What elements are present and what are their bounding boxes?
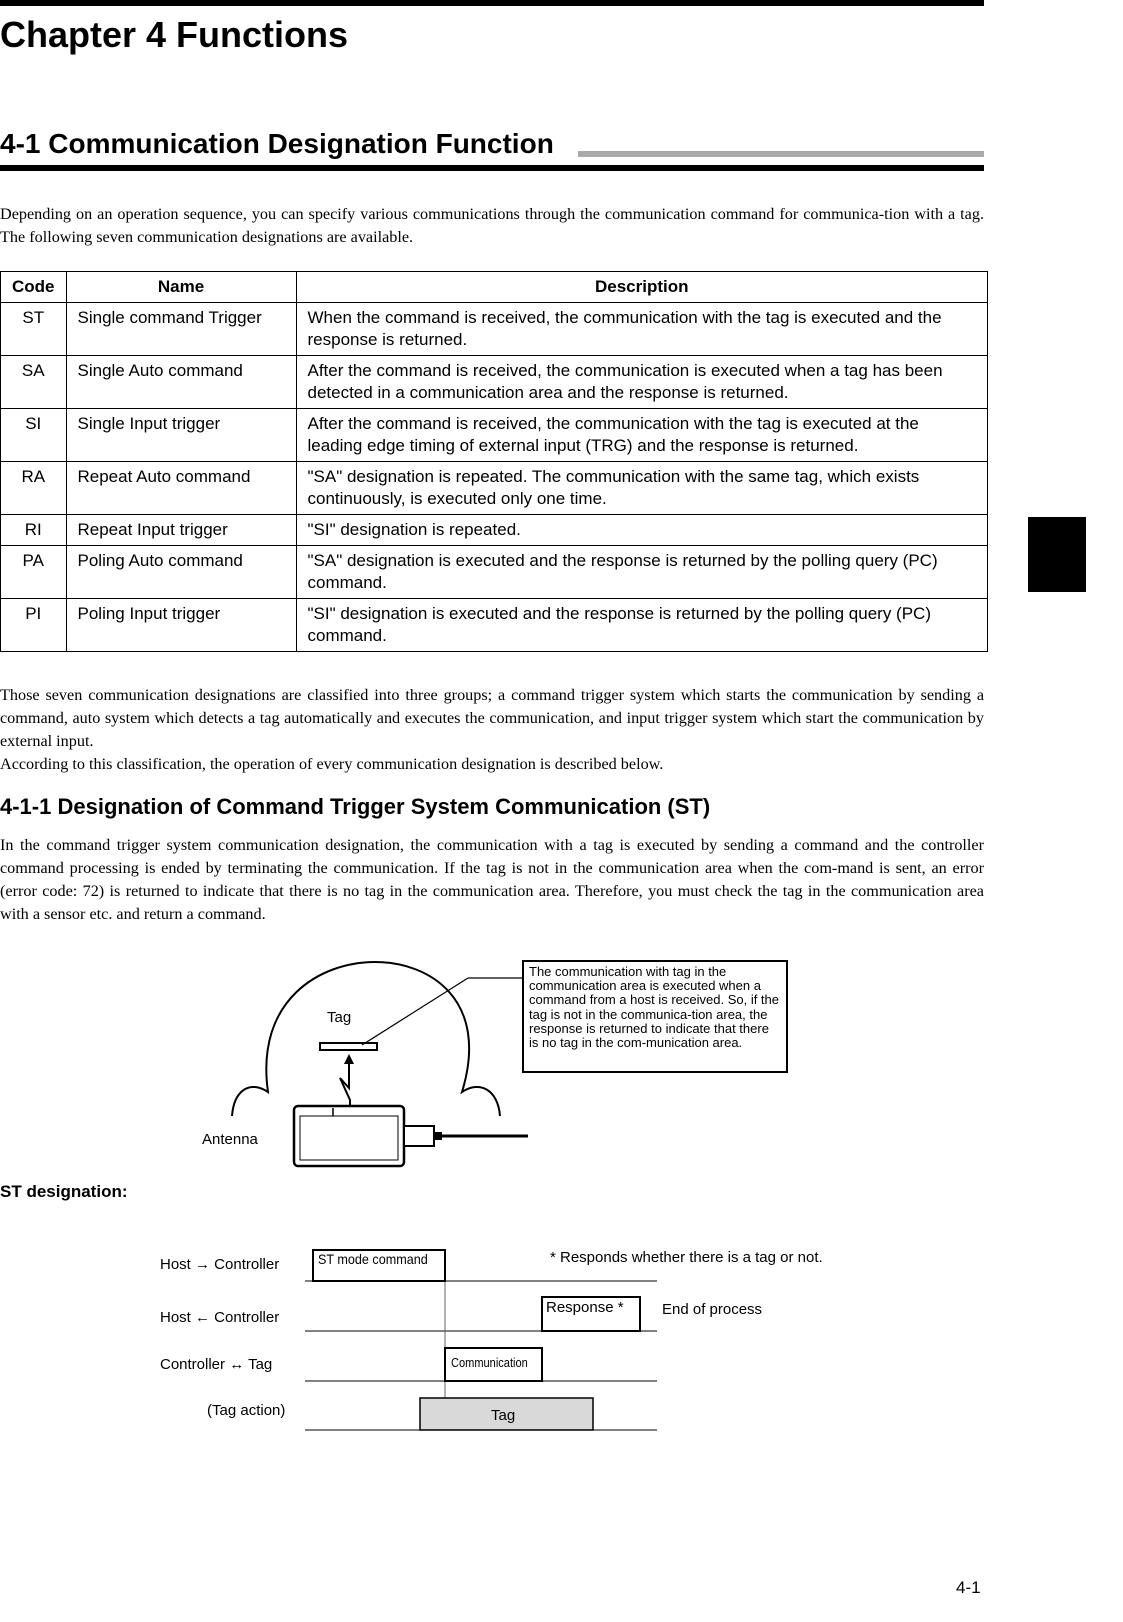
subsection-title: 4-1-1 Designation of Command Trigger System Communication (ST)	[0, 794, 711, 819]
cell-description: "SA" designation is executed and the response is returned by the polling query (PC) command.	[296, 546, 988, 599]
section-title: 4-1 Communication Designation Function	[0, 128, 554, 159]
cell-description: After the command is received, the communication is executed when a tag has been detected in a communication area and the response is returned.	[296, 356, 988, 409]
classification-text-2: According to this classification, the operation of every communication designation is described below.	[0, 755, 664, 773]
cell-description: After the command is received, the communication with the tag is executed at the leading edge timing of external input (TRG) and the response is returned.	[296, 409, 988, 462]
table-row	[1, 356, 988, 409]
communication-area-outline	[232, 962, 500, 1116]
cell-name: Single Input trigger	[66, 409, 296, 462]
table-row	[1, 303, 988, 356]
row-label-controller-tag: Controller ↔ Tag	[160, 1356, 273, 1373]
response-label: Response *	[546, 1299, 624, 1316]
tag-action-label: Tag	[491, 1407, 516, 1424]
table-row	[1, 546, 988, 599]
page-number: 4-1	[956, 1578, 981, 1597]
cell-code: RA	[1, 462, 67, 515]
callout-leader	[362, 978, 468, 1045]
header-description: Description	[296, 272, 988, 303]
table-row	[1, 599, 988, 652]
cell-description: "SI" designation is repeated.	[296, 515, 988, 546]
designation-table	[0, 271, 988, 652]
chapter-tab-marker	[1028, 517, 1086, 592]
cell-name: Repeat Input trigger	[66, 515, 296, 546]
section-title-bar	[578, 151, 984, 157]
cell-code: RI	[1, 515, 67, 546]
callout-box: The communication with tag in the communication area is executed when a command from a host is received. So, if the tag is not in the communica-tion area, the response is returned to indicate that there is no tag in the com-munication area.	[522, 960, 788, 1073]
table-row	[1, 409, 988, 462]
row-label-host-to-controller: Host → Controller	[160, 1256, 280, 1273]
cell-code: PA	[1, 546, 67, 599]
st-designation-heading: ST designation:	[0, 1182, 128, 1201]
cell-description: "SI" designation is executed and the response is returned by the polling query (PC) command.	[296, 599, 988, 652]
section-rule	[0, 165, 984, 171]
classification-paragraph	[0, 684, 984, 776]
st-timing-chart	[0, 1240, 700, 1440]
st-mode-command-label: ST mode command	[318, 1251, 428, 1267]
cell-name: Single command Trigger	[66, 303, 296, 356]
chapter-title: Chapter 4 Functions	[0, 14, 349, 55]
cell-name: Poling Auto command	[66, 546, 296, 599]
classification-text: Those seven communication designations are classified into three groups; a command trigger system which starts the communication by sending a command, auto system which detects a tag automatically and executes the communication, and input trigger system which start the communication by external input.	[0, 686, 984, 750]
tag-label: Tag	[327, 1009, 352, 1026]
header-name: Name	[66, 272, 296, 303]
table-row	[1, 462, 988, 515]
end-of-process-label: End of process	[662, 1301, 763, 1318]
cell-description: "SA" designation is repeated. The communication with the same tag, which exists continuously, is executed only one time.	[296, 462, 988, 515]
top-rule	[0, 0, 984, 6]
cell-code: ST	[1, 303, 67, 356]
intro-paragraph: Depending on an operation sequence, you can specify various communications through the communication command for communica-tion with a tag. The following seven communication designations are available.	[0, 205, 984, 246]
communication-label: Communication	[451, 1355, 528, 1370]
table-row	[1, 515, 988, 546]
row-label-tag-action: (Tag action)	[207, 1402, 286, 1419]
header-code: Code	[1, 272, 67, 303]
cell-name: Repeat Auto command	[66, 462, 296, 515]
cell-description: When the command is received, the communication with the tag is executed and the response is returned.	[296, 303, 988, 356]
antenna-label: Antenna	[202, 1131, 258, 1148]
cell-code: SA	[1, 356, 67, 409]
cell-name: Poling Input trigger	[66, 599, 296, 652]
tag-shape	[320, 1043, 377, 1050]
cell-name: Single Auto command	[66, 356, 296, 409]
response-note: * Responds whether there is a tag or not.	[550, 1249, 823, 1266]
antenna-body	[294, 1106, 404, 1166]
cell-code: SI	[1, 409, 67, 462]
row-label-host-from-controller: Host ← Controller	[160, 1309, 280, 1326]
cell-code: PI	[1, 599, 67, 652]
subsection-paragraph: In the command trigger system communication designation, the communication with a tag is executed by sending a command and the controller command processing is ended by terminating the communication. If the tag is not in the communication area when the com-mand is sent, an error (error code: 72) is returned to indicate that there is no tag in the communication area. Therefore, you must check the tag in the communication area with a sensor etc. and return a command.	[0, 836, 984, 923]
